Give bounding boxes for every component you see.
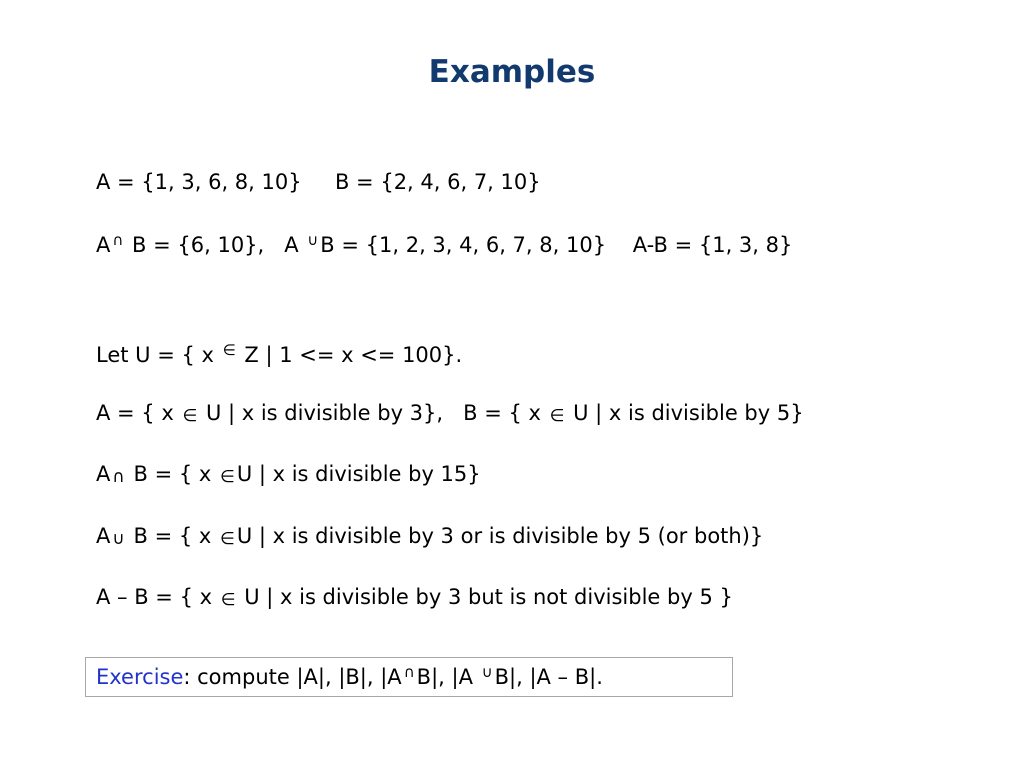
text-segment: A: [96, 462, 111, 486]
element-of-symbol: ∈: [220, 466, 235, 487]
text-segment: U | x is divisible by 3 or is divisible by 5 (or both)}: [236, 524, 764, 548]
element-of-symbol: ∈: [182, 405, 198, 426]
text-segment: U | x is divisible by 15}: [236, 462, 481, 486]
intersection-symbol: ∩: [112, 231, 124, 249]
text-segment: U | x is divisible by 3 but is not divisible by 5 }: [237, 585, 733, 609]
union-symbol: ∪: [307, 231, 319, 249]
text-segment: Z | 1 <= x <= 100}.: [237, 342, 463, 367]
intersection-example-line: [96, 462, 481, 487]
universe-definition-line: [96, 341, 462, 368]
union-symbol: ∪: [112, 528, 125, 549]
sets-definition-line: [96, 170, 541, 195]
intersection-symbol: ∩: [403, 663, 415, 681]
set-operations-line: [96, 231, 792, 258]
element-of-symbol: ∈: [222, 341, 236, 359]
text-segment: A: [96, 524, 111, 548]
exercise-text: B|, |A – B|.: [494, 664, 603, 689]
exercise-label: Exercise: [96, 664, 184, 689]
element-of-symbol: ∈: [549, 405, 565, 426]
exercise-text: : compute |A|, |B|, |A: [183, 664, 402, 689]
exercise-box: [85, 657, 733, 697]
text-segment: A: [96, 232, 111, 257]
text-segment: B = {6, 10}, A: [125, 232, 306, 257]
text-segment: Let U = { x: [96, 342, 221, 367]
exercise-text: B|, |A: [416, 664, 480, 689]
element-of-symbol: ∈: [220, 528, 235, 549]
text-segment: B = {1, 2, 3, 4, 6, 7, 8, 10} A-B = {1, 3, 8}: [320, 232, 793, 257]
intersection-symbol: ∩: [112, 466, 125, 487]
difference-example-line: [96, 585, 733, 610]
union-example-line: [96, 524, 763, 549]
element-of-symbol: ∈: [220, 589, 236, 610]
sets-definition-text: A = {1, 3, 6, 8, 10} B = {2, 4, 6, 7, 10}: [96, 170, 541, 194]
text-segment: U | x is divisible by 5}: [566, 401, 804, 425]
text-segment: U | x is divisible by 3}, B = { x: [199, 401, 548, 425]
union-symbol: ∪: [481, 663, 493, 681]
divisibility-sets-line: [96, 401, 804, 426]
slide-title: Examples: [428, 54, 596, 90]
text-segment: B = { x: [126, 524, 218, 548]
text-segment: A – B = { x: [96, 585, 219, 609]
text-segment: A = { x: [96, 401, 181, 425]
text-segment: B = { x: [126, 462, 218, 486]
